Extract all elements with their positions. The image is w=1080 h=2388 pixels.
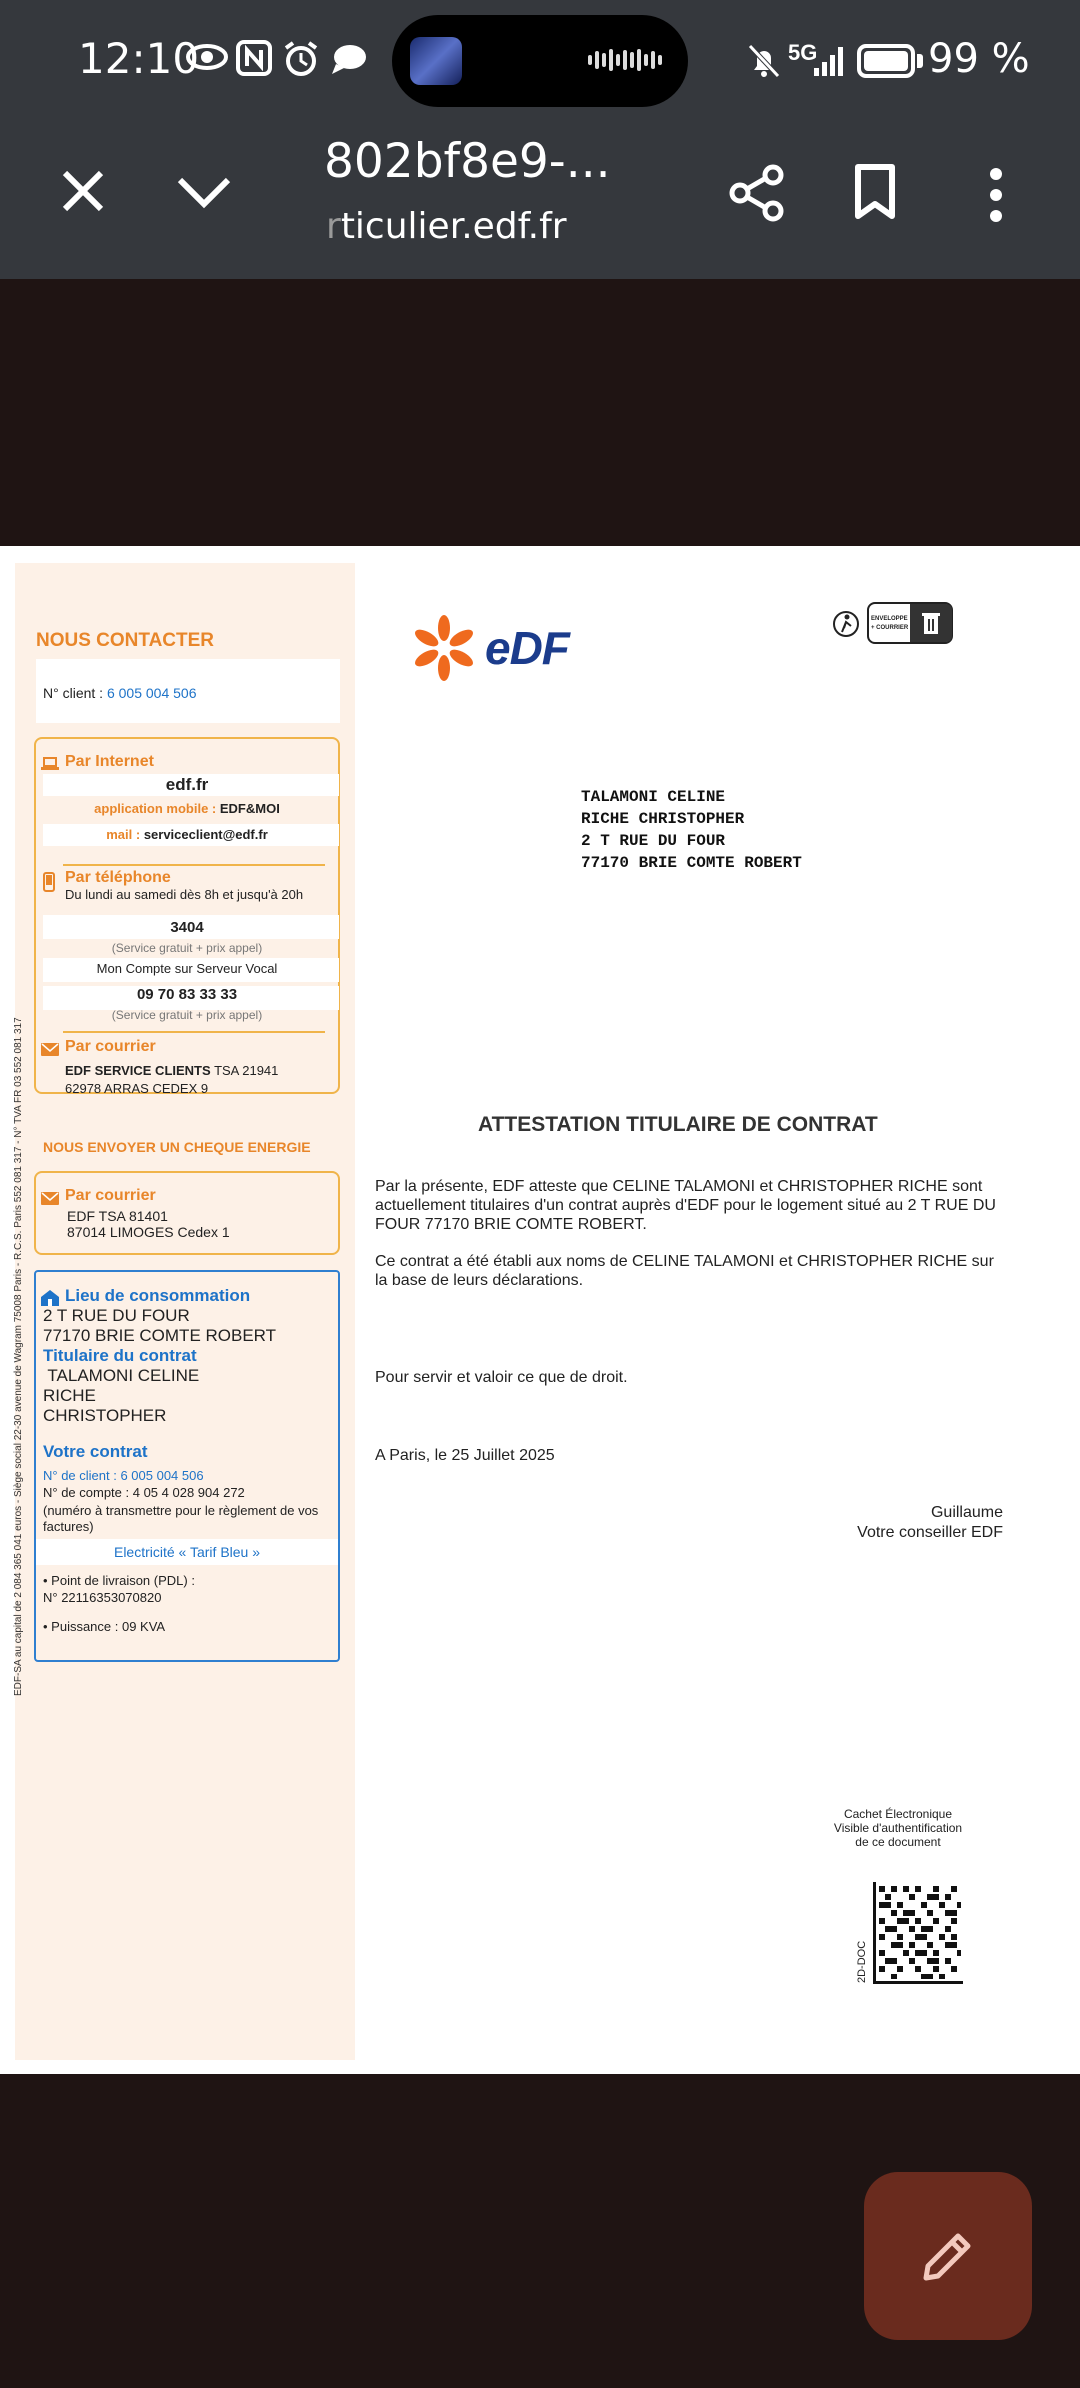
seal-code: 2D-DOC xyxy=(856,1940,868,1983)
signer-name: Guillaume xyxy=(930,1504,1003,1521)
pdl-value: N° 22116353070820 xyxy=(43,1590,162,1605)
mail-address: EDF SERVICE CLIENTS TSA 21941 xyxy=(65,1063,279,1078)
recipient-address xyxy=(581,786,802,874)
alarm-icon xyxy=(282,40,320,78)
battery-percent: 99 % xyxy=(928,36,1030,82)
recipient-line: RICHE CHRISTOPHER xyxy=(581,810,745,828)
holder-title: Titulaire du contrat xyxy=(43,1346,197,1365)
top-bar xyxy=(0,0,1080,279)
contract-client-number: N° de client : 6 005 004 506 xyxy=(43,1468,204,1483)
holder-name-2: RICHE xyxy=(43,1386,96,1405)
battery-icon xyxy=(857,44,915,78)
bookmark-icon[interactable] xyxy=(854,164,896,220)
legal-mention: EDF-SA au capital de 2 084 365 041 euros - Siège social 22-30 avenue de Wagram 75008 Paris - R.C.S. Paris 552 081 317 - N° TVA FR 03 552 081 317 xyxy=(13,1017,24,1696)
seal-caption: Cachet Électronique Visible d'authentification de ce document xyxy=(833,1807,963,1849)
place-date: A Paris, le 25 Juillet 2025 xyxy=(375,1447,555,1464)
mail-link[interactable]: mail : serviceclient@edf.fr xyxy=(106,827,268,842)
site-link[interactable]: edf.fr xyxy=(165,775,209,794)
recycle-person-icon xyxy=(832,608,860,640)
phone-title: Par téléphone xyxy=(65,869,171,886)
media-thumbnail xyxy=(410,37,462,85)
tariff: Electricité « Tarif Bleu » xyxy=(113,1544,261,1560)
mail-title: Par courrier xyxy=(65,1038,156,1055)
letter-paragraph-2: Ce contrat a été établi aux noms de CELINE TALAMONI et CHRISTOPHER RICHE sur la base de leurs déclarations. xyxy=(375,1253,994,1289)
datamatrix-code xyxy=(873,1882,963,1984)
share-icon[interactable] xyxy=(728,164,786,222)
letter-paragraph-1: Par la présente, EDF atteste que CELINE TALAMONI et CHRISTOPHER RICHE sont actuellement titulaires d'un contrat auprès d'EDF pour le logement situé au 2 T RUE DU FOUR 77170 BRIE COMTE ROBERT. xyxy=(375,1178,996,1233)
letter-paragraph-3: Pour servir et valoir ce que de droit. xyxy=(375,1369,628,1386)
vocal-number[interactable]: 09 70 83 33 33 xyxy=(136,986,238,1003)
envelope-icon xyxy=(41,1192,59,1205)
letter-title: ATTESTATION TITULAIRE DE CONTRAT xyxy=(478,1113,878,1136)
account-note: (numéro à transmettre pour le règlement de vos factures) xyxy=(43,1503,319,1534)
edf-logo-text: eDF xyxy=(485,622,569,674)
status-time: 12:10 xyxy=(78,34,200,83)
cheque-mail-title: Par courrier xyxy=(65,1187,156,1204)
bell-off-icon xyxy=(746,42,782,80)
document-url: rticulier.edf.fr xyxy=(326,206,567,247)
holder-name-1: TALAMONI CELINE xyxy=(43,1366,200,1385)
pdl-label: • Point de livraison (PDL) : xyxy=(43,1573,195,1588)
phone-note: (Service gratuit + prix appel) xyxy=(111,941,263,955)
contract-title: Votre contrat xyxy=(43,1442,148,1461)
sorting-label-1: ENVELOPPE xyxy=(871,616,908,622)
bin-icon xyxy=(922,611,940,635)
more-vert-icon[interactable] xyxy=(985,166,1007,224)
edit-button[interactable] xyxy=(864,2172,1032,2340)
vocal-note: (Service gratuit + prix appel) xyxy=(111,1008,263,1022)
document-title: 802bf8e9-... xyxy=(324,134,611,189)
conso-addr2: 77170 BRIE COMTE ROBERT xyxy=(43,1326,277,1345)
contact-title: NOUS CONTACTER xyxy=(36,630,215,651)
nfc-icon xyxy=(236,40,272,76)
home-icon xyxy=(41,1290,59,1306)
conso-addr1: 2 T RUE DU FOUR xyxy=(43,1306,190,1325)
laptop-icon xyxy=(41,757,59,771)
eye-icon xyxy=(186,42,228,72)
mail-city: 62978 ARRAS CEDEX 9 xyxy=(65,1081,209,1096)
holder-name-3: CHRISTOPHER xyxy=(43,1406,167,1425)
phone-icon xyxy=(43,872,55,892)
phone-hours: Du lundi au samedi dès 8h et jusqu'à 20h xyxy=(65,887,304,902)
edf-logo-icon xyxy=(408,613,480,683)
chat-bubble-icon xyxy=(328,42,368,78)
cheque-addr1: EDF TSA 81401 xyxy=(67,1208,168,1224)
signal-icon xyxy=(812,44,848,78)
signer-role: Votre conseiller EDF xyxy=(857,1524,1003,1541)
audio-wave-icon xyxy=(588,48,662,72)
power: • Puissance : 09 KVA xyxy=(43,1619,166,1634)
app-info: application mobile : EDF&MOI xyxy=(94,801,280,816)
network-type: 5G xyxy=(788,40,818,65)
conso-title: Lieu de consommation xyxy=(65,1286,251,1305)
pdf-page[interactable] xyxy=(0,546,1080,2074)
envelope-icon xyxy=(41,1043,59,1056)
cheque-addr2: 87014 LIMOGES Cedex 1 xyxy=(67,1224,230,1240)
recipient-line: 2 T RUE DU FOUR xyxy=(581,832,726,850)
client-number: N° client : 6 005 004 506 xyxy=(43,685,197,701)
internet-title: Par Internet xyxy=(65,753,154,770)
sorting-label-2: + COURRIER xyxy=(871,625,909,631)
close-icon[interactable] xyxy=(60,168,106,214)
chevron-down-icon[interactable] xyxy=(176,174,232,210)
phone-number[interactable]: 3404 xyxy=(170,919,204,936)
pencil-icon xyxy=(916,2224,980,2288)
vocal-label: Mon Compte sur Serveur Vocal xyxy=(96,961,278,976)
cheque-title: NOUS ENVOYER UN CHEQUE ENERGIE xyxy=(43,1139,311,1155)
recipient-line: 77170 BRIE COMTE ROBERT xyxy=(581,854,802,872)
account-number: N° de compte : 4 05 4 028 904 272 xyxy=(43,1485,245,1500)
recipient-line: TALAMONI CELINE xyxy=(581,788,726,806)
